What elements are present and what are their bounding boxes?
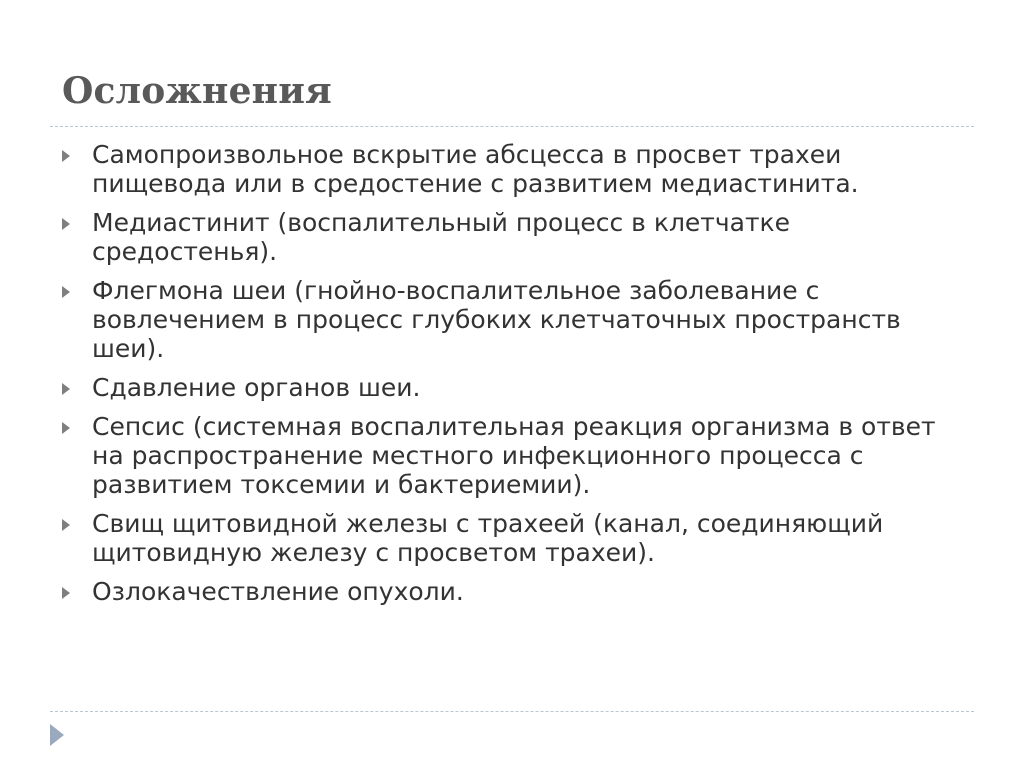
- bullet-text: Флегмона шеи (гнойно-воспалительное заболевание с вовлечением в процесс глубоких клетчаточных пространств шеи).: [92, 276, 901, 363]
- bullet-text: Медиастинит (воспалительный процесс в клетчатке средостенья).: [92, 208, 790, 266]
- bullet-text: Сепсис (системная воспалительная реакция организма в ответ на распространение местного инфекционного процесса с развитием токсемии и бактериемии).: [92, 412, 936, 499]
- title-divider: [50, 126, 974, 127]
- bullet-item: [62, 373, 962, 402]
- bullet-item: [62, 140, 962, 198]
- triangle-right-icon: [62, 587, 70, 599]
- triangle-right-icon: [62, 218, 70, 230]
- slide-title: Осложнения: [62, 70, 332, 112]
- bullet-item: [62, 276, 962, 363]
- bullet-item: [62, 577, 962, 606]
- bullet-item: [62, 412, 962, 499]
- footer-divider: [50, 711, 974, 712]
- triangle-right-icon: [62, 519, 70, 531]
- triangle-right-icon: [62, 422, 70, 434]
- bullet-text: Сдавление органов шеи.: [92, 373, 421, 402]
- triangle-right-icon: [50, 724, 64, 746]
- triangle-right-icon: [62, 150, 70, 162]
- bullet-text: Свищ щитовидной железы с трахеей (канал, соединяющий щитовидную железу с просветом трахеи).: [92, 509, 884, 567]
- bullet-item: [62, 208, 962, 266]
- bullet-text: Самопроизвольное вскрытие абсцесса в просвет трахеи пищевода или в средостение с развитием медиастинита.: [92, 140, 859, 198]
- bullet-text: Озлокачествление опухоли.: [92, 577, 464, 606]
- triangle-right-icon: [62, 286, 70, 298]
- bullet-item: [62, 509, 962, 567]
- bullet-list: [62, 140, 962, 616]
- triangle-right-icon: [62, 383, 70, 395]
